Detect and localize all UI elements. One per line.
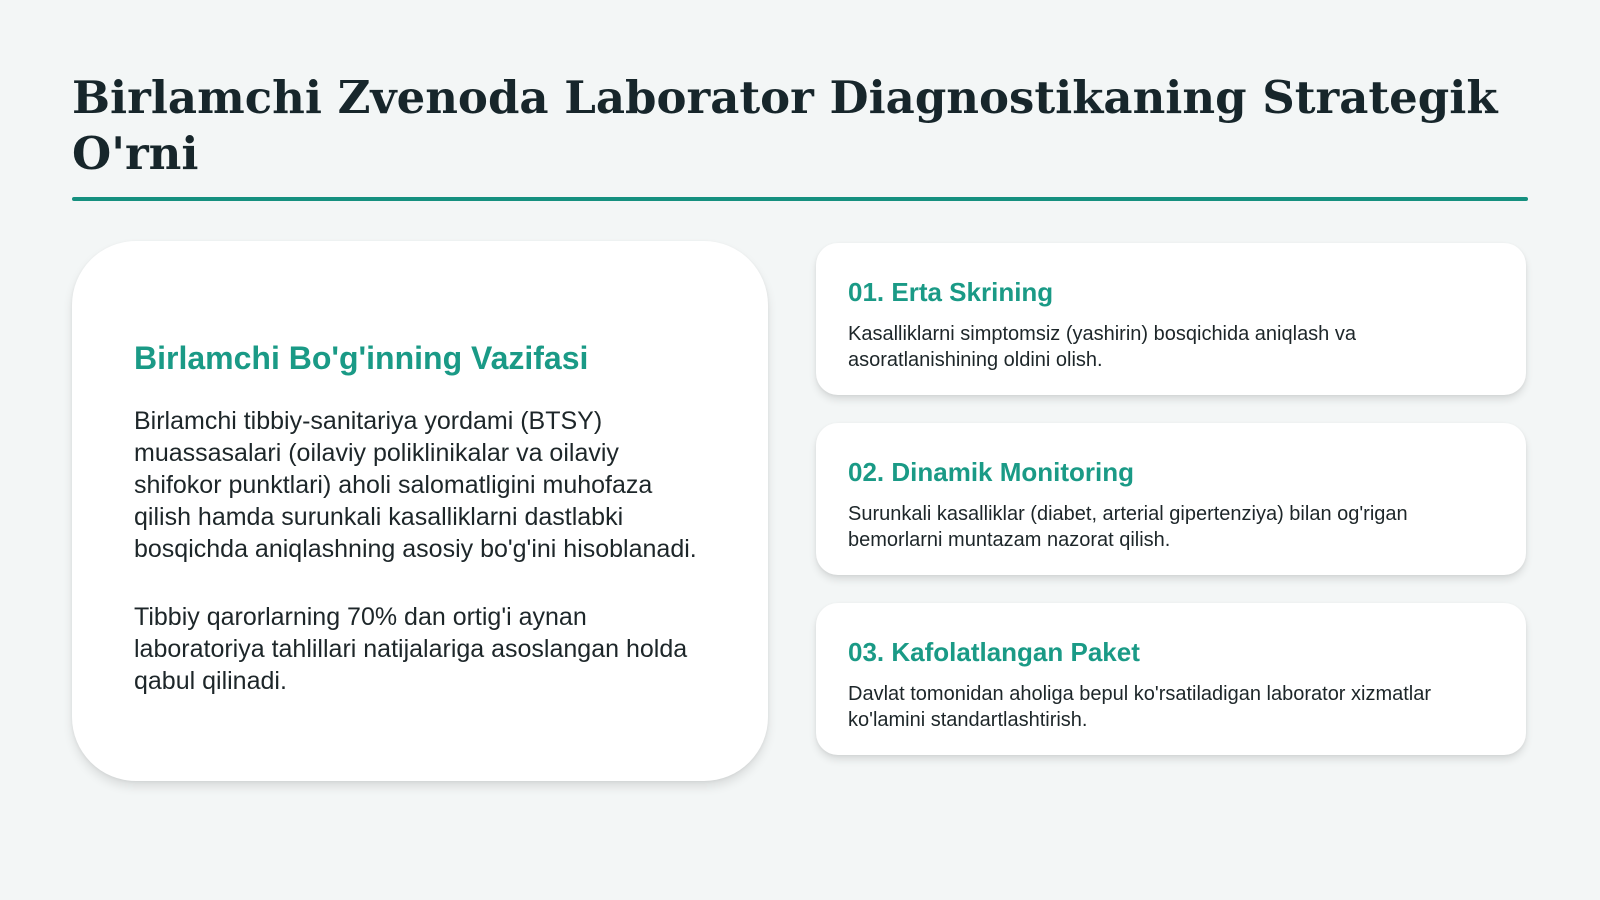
primary-link-heading: Birlamchi Bo'g'inning Vazifasi (134, 340, 589, 376)
primary-link-card (72, 241, 768, 781)
slide-title: Birlamchi Zvenoda Laborator Diagnostikaning Strategik O'rni (72, 71, 1498, 180)
item-card-early-screening (816, 243, 1526, 395)
item-card-dynamic-monitoring (816, 423, 1526, 575)
item-description: Davlat tomonidan aholiga bepul ko'rsatiladigan laborator xizmatlar ko'lamini standartlashtirish. (848, 683, 1432, 731)
title-divider (72, 197, 1528, 201)
item-card-guaranteed-package (816, 603, 1526, 755)
primary-link-paragraph-2: Tibbiy qarorlarning 70% dan ortig'i aynan laboratoriya tahlillari natijalariga asoslangan holda qabul qilinadi. (134, 603, 688, 695)
item-title: 03. Kafolatlangan Paket (848, 637, 1140, 667)
item-description: Surunkali kasalliklar (diabet, arterial gipertenziya) bilan og'rigan bemorlarni muntazam nazorat qilish. (848, 503, 1408, 551)
item-title: 02. Dinamik Monitoring (848, 457, 1135, 487)
primary-link-paragraph-1: Birlamchi tibbiy-sanitariya yordami (BTSY) muassasalari (oilaviy poliklinikalar va oilaviy shifokor punktlari) aholi salomatligini muhofaza qilish hamda surunkali kasalliklarni dastlabki bosqichda aniqlashning asosiy bo'g'ini hisoblanadi. (134, 407, 697, 563)
item-description: Kasalliklarni simptomsiz (yashirin) bosqichida aniqlash va asoratlanishining oldini olish. (848, 323, 1356, 371)
strategy-items (816, 243, 1526, 783)
item-title: 01. Erta Skrining (848, 277, 1054, 307)
